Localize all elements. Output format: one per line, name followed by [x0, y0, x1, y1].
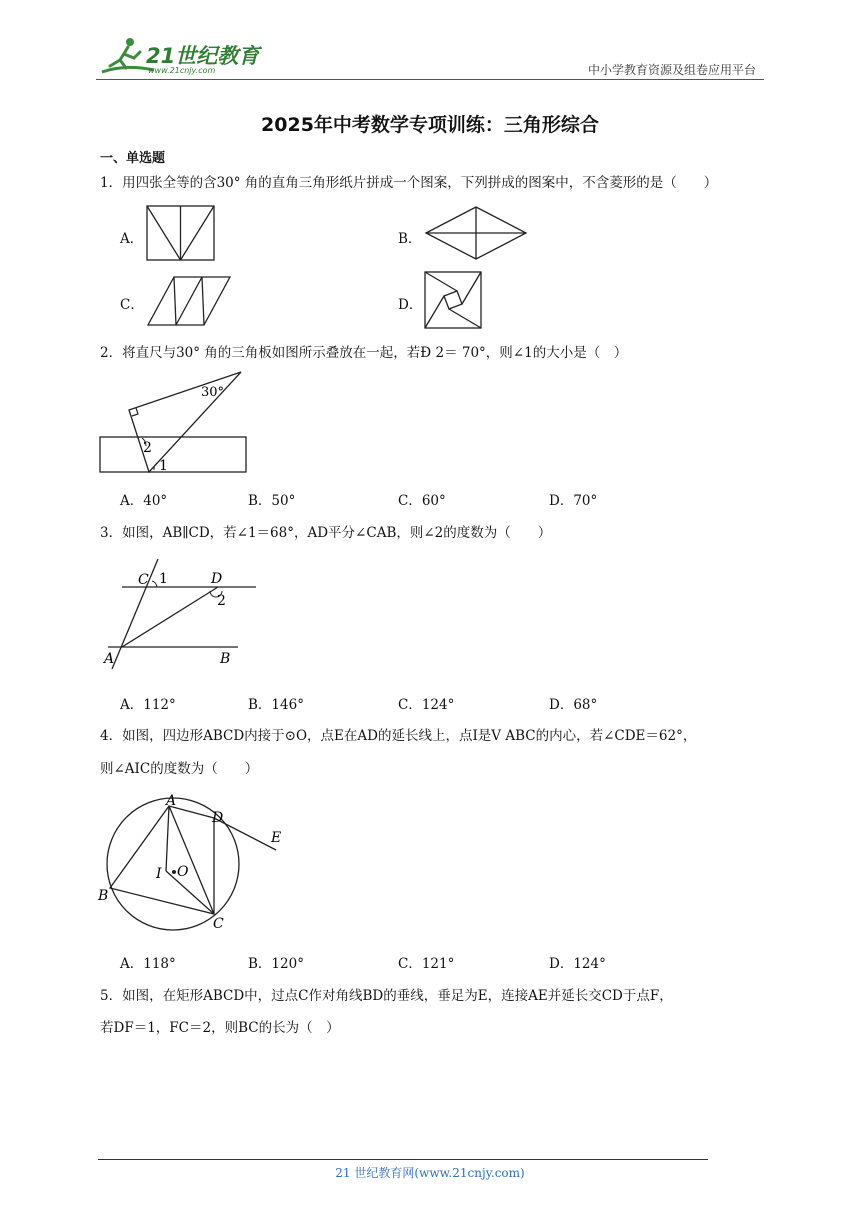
question-4-text-line2: 则∠AIC的度数为（ ）: [100, 761, 259, 777]
section-heading: 一、单选题: [100, 151, 166, 166]
q1-option-a: A．: [120, 231, 144, 247]
q1-figure-c: [146, 275, 232, 327]
footer-text: 21 世纪教育网(www.21cnjy.com): [335, 1166, 525, 1180]
q1-figure-b: [424, 205, 528, 261]
q3-option-a: A．112°: [120, 697, 176, 713]
question-1-text: 1．用四张全等的含30° 角的直角三角形纸片拼成一个图案，下列拼成的图案中，不含菱形的是（ ）: [100, 175, 718, 191]
question-4-text: 4．如图，四边形ABCD内接于⊙O，点E在AD的延长线上，点I是V ABC的内心，若∠CDE＝62°，: [100, 728, 697, 744]
q1-figure-d: [424, 271, 482, 329]
question-5-text: 5．如图，在矩形ABCD中，过点C作对角线BD的垂线，垂足为E，连接AE并延长交CD于点F，: [100, 988, 673, 1004]
logo-text: 21世纪教育: [146, 44, 260, 68]
q4-option-a: A．118°: [120, 956, 176, 972]
page-title: 2025年中考数学专项训练：三角形综合: [261, 114, 599, 136]
q4-option-c: C．121°: [398, 956, 455, 972]
header-platform-text: 中小学教育资源及组卷应用平台: [587, 63, 756, 77]
q2-figure: [96, 366, 252, 478]
question-5-text-line2: 若DF＝1，FC＝2，则BC的长为（ ）: [100, 1020, 340, 1036]
q4-option-d: D．124°: [549, 956, 606, 972]
q3-label-2: 2: [217, 593, 226, 609]
q2-option-a: A．40°: [120, 493, 168, 509]
q4-label-a: A: [166, 793, 177, 809]
site-logo: [94, 34, 264, 80]
q4-label-e: E: [271, 830, 282, 846]
q4-label-d: D: [212, 810, 224, 826]
q3-label-d: D: [211, 571, 223, 587]
q3-option-b: B．146°: [248, 697, 304, 713]
q3-label-a: A: [104, 651, 115, 667]
q3-label-b: B: [220, 651, 231, 667]
q3-label-1: 1: [159, 571, 168, 587]
q1-option-c: C．: [120, 297, 144, 313]
q4-option-b: B．120°: [248, 956, 304, 972]
q3-label-c: C: [138, 572, 149, 588]
q2-label-30: 30°: [201, 385, 225, 400]
q2-label-1: 1: [159, 458, 168, 474]
q4-label-c: C: [213, 916, 224, 932]
q2-option-d: D．70°: [549, 493, 598, 509]
q4-label-b: B: [98, 888, 109, 904]
logo-url: www.21cnjy.com: [148, 66, 216, 75]
q4-label-o: O: [177, 864, 189, 880]
q4-label-i: I: [156, 866, 162, 882]
header-divider: [96, 79, 764, 80]
question-3-text: 3．如图，AB∥CD，若∠1＝68°，AD平分∠CAB，则∠2的度数为（ ）: [100, 525, 552, 541]
q1-figure-a: [146, 205, 216, 261]
q1-option-b: B．: [398, 231, 422, 247]
q2-label-2: 2: [143, 440, 152, 456]
q3-option-c: C．124°: [398, 697, 455, 713]
q3-figure: [100, 555, 264, 670]
q1-option-d: D．: [398, 297, 423, 313]
q2-option-b: B．50°: [248, 493, 296, 509]
footer-divider: [98, 1159, 708, 1160]
q4-figure: [96, 792, 286, 932]
q2-option-c: C．60°: [398, 493, 446, 509]
q3-option-d: D．68°: [549, 697, 598, 713]
question-2-text: 2．将直尺与30° 角的三角板如图所示叠放在一起，若Ð 2＝ 70°，则∠1的大小是（ ）: [100, 345, 628, 361]
